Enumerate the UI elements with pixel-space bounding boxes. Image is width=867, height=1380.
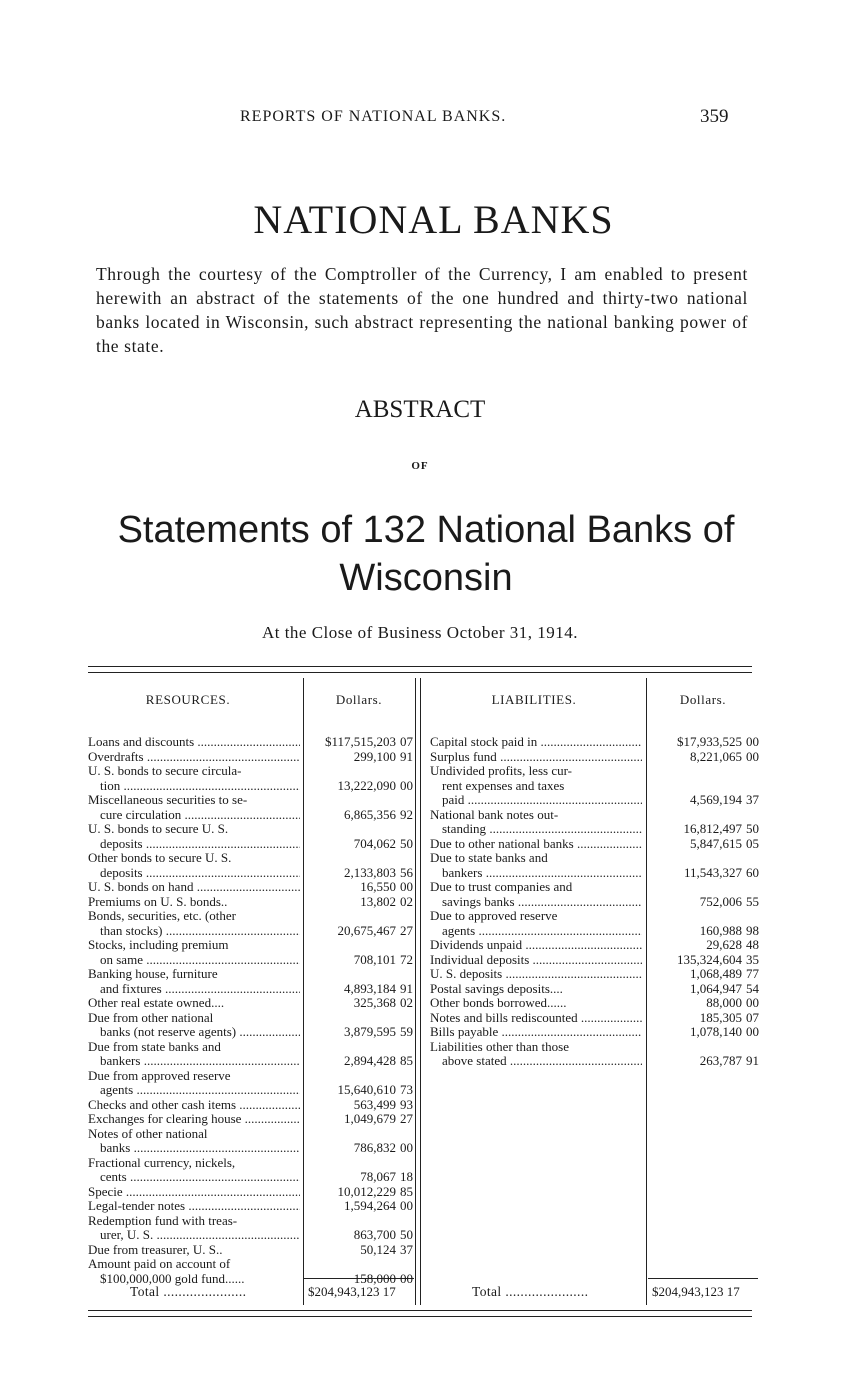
row-amount: 863,700 [353,1227,396,1242]
row-label [88,735,300,750]
table-row [430,880,760,909]
row-amount: 786,832 [353,1140,396,1155]
row-label-line: Legal-tender notes ..... [88,1199,300,1214]
row-cents: 00 [746,734,759,749]
row-label-line: bankers ..... [88,1054,300,1069]
row-label-line: paid ..... [430,793,642,808]
row-cents: 60 [746,864,759,880]
row-label [88,996,300,1011]
row-label [430,909,642,938]
row-label [430,735,642,750]
table-row [88,967,418,996]
row-amount: $17,933,525 [677,734,742,749]
row-cents: 00 [400,777,413,793]
row-amount: 6,865,356 [344,806,396,822]
row-label [88,793,300,822]
row-amount: 158,000 [353,1270,396,1286]
row-amount: 299,100 [353,748,396,764]
of-heading: OF [411,460,429,472]
table-row [430,1011,760,1026]
table-row [430,735,760,750]
row-label [430,851,642,880]
row-amount: 1,064,947 [690,980,742,996]
row-label-line: Postal savings deposits.... [430,981,563,996]
row-label-line: Other bonds borrowed...... [430,996,567,1010]
table-row [88,1011,418,1040]
table-row [88,851,418,880]
row-label [430,808,642,837]
row-label-line: Miscellaneous securities to se- [88,793,248,807]
row-label-line: on same ..... [88,953,300,968]
row-amount: 563,499 [353,1096,396,1112]
row-label-line: Amount paid on account of [88,1257,231,1271]
row-cents: 59 [400,1024,413,1039]
row-amount: 4,569,194 [690,792,742,807]
row-label-line: U. S. bonds on hand ..... [88,880,300,895]
table-row [88,750,418,765]
row-amount: 10,012,229 [337,1183,396,1199]
table-row [88,909,418,938]
row-label-line: Checks and other cash items ..... [88,1098,300,1113]
table-row [88,793,418,822]
row-cents: 02 [400,893,413,909]
row-label [88,1185,300,1200]
row-label-line: banks (not reserve agents) ..... [88,1025,300,1040]
liabilities-total-label: Total ..... [472,1284,644,1300]
row-amount: 3,879,595 [344,1024,396,1039]
row-cents: 00 [746,1024,759,1039]
row-amount: 5,847,615 [690,835,742,851]
row-amount: 752,006 [699,893,742,909]
row-label [88,1040,300,1069]
table-row [430,909,760,938]
row-label-line: $100,000,000 gold fund...... [100,1270,245,1286]
row-label-line: U. S. bonds to secure U. S. [88,822,229,836]
row-amount: 13,802 [360,893,396,909]
row-label [88,1243,300,1258]
row-label-line: Due from state banks and [88,1039,221,1054]
running-head: REPORTS OF NATIONAL BANKS. [240,108,507,125]
row-label-line: Liabilities other than those [430,1039,569,1054]
row-label-line: Due from treasurer, U. S.. [88,1242,223,1257]
liabilities-header: LIABILITIES. [491,692,577,707]
row-label [88,851,300,880]
row-label [88,1069,300,1098]
row-label-line: cure circulation ..... [88,808,300,823]
row-label [88,1199,300,1214]
row-label-line: Due to other national banks ..... [430,837,642,852]
table-row [88,735,418,750]
row-cents: 91 [400,748,413,764]
row-label-line: banks ..... [88,1141,300,1156]
resources-total-amount: $204,943,123 17 [308,1284,396,1299]
resources-dollars-header: Dollars. [335,692,383,707]
row-label-line: Dividends unpaid ..... [430,938,642,953]
table-row [88,1112,418,1127]
row-label [88,1098,300,1113]
row-label-line: than stocks) ..... [88,924,300,939]
table-row [430,938,760,953]
resources-total-label: Total ..... [130,1284,302,1300]
row-cents: 73 [400,1082,413,1097]
table-top-rule [88,666,752,667]
row-label [430,982,642,997]
row-label [430,938,642,953]
row-label-line: deposits ..... [88,866,300,881]
row-cents: 85 [400,1183,413,1199]
row-label-line: Due from other national [88,1010,214,1025]
row-cents: 27 [400,1111,413,1126]
row-amount: 704,062 [353,835,396,851]
page-number: 359 [700,106,729,127]
row-amount: 1,068,489 [690,966,742,981]
row-label-line: tion ..... [88,779,300,794]
row-label-line: Notes of other national [88,1126,208,1141]
row-amount: 2,894,428 [344,1053,396,1068]
row-label-line: Due to state banks and [430,851,548,865]
row-label [88,1112,300,1127]
table-row [88,1243,418,1258]
row-cents: 50 [400,1227,413,1242]
row-amount: 1,078,140 [690,1024,742,1039]
row-label [88,1127,300,1156]
row-amount: 16,550 [360,879,396,894]
table-row [430,967,760,982]
row-amount: 325,368 [353,995,396,1010]
row-label-line: Notes and bills rediscounted ..... [430,1011,642,1026]
table-row [88,996,418,1011]
row-label [88,967,300,996]
intro-paragraph: Through the courtesy of the Comptroller of the Currency, I am enabled to present herewith an abstract of the statements of the one hundred and thirty-two national banks located in Wisconsin, such abstract representing the national banking power of the state. [96,264,748,356]
row-label [430,967,642,982]
row-cents: 37 [400,1241,413,1257]
row-label [430,953,642,968]
row-label [88,895,300,910]
row-label-line: Redemption fund with treas- [88,1213,238,1228]
liabilities-table [430,735,760,1069]
row-cents: 92 [400,806,413,822]
row-cents: 98 [746,922,759,938]
row-label-line: Individual deposits ..... [430,953,642,968]
row-cents: 77 [746,966,759,981]
table-row [430,996,760,1011]
row-cents: 00 [746,748,759,764]
table-row [88,938,418,967]
resources-table [88,735,418,1286]
row-amount: 15,640,610 [337,1082,396,1097]
row-label-line: Banking house, furniture [88,967,218,981]
row-label-line: National bank notes out- [430,807,559,822]
row-label-line: rent expenses and taxes [442,777,565,793]
row-cents: 72 [400,951,413,967]
row-amount: 88,000 [706,995,742,1010]
table-row [430,953,760,968]
row-label [430,1011,642,1026]
row-label-line: standing ..... [430,822,642,837]
row-label [430,764,642,808]
row-label-line: cents ..... [88,1170,300,1185]
row-label-line: urer, U. S. ..... [88,1228,300,1243]
row-label [88,750,300,765]
row-cents: 35 [746,951,759,967]
row-amount: 16,812,497 [683,821,742,836]
row-label [88,1156,300,1185]
row-label [430,1025,642,1040]
row-label-line: Due to trust companies and [430,880,573,894]
table-row [88,1127,418,1156]
row-cents: 91 [746,1053,759,1068]
liabilities-dollars-header: Dollars. [679,692,727,707]
row-amount: 708,101 [353,951,396,967]
row-amount: 1,049,679 [344,1111,396,1126]
row-cents: 07 [746,1009,759,1025]
table-row [430,808,760,837]
row-amount: 2,133,803 [344,864,396,880]
table-row [430,764,760,808]
row-label-line: Specie ..... [88,1185,300,1200]
row-label-line: Fractional currency, nickels, [88,1155,236,1170]
row-cents: 02 [400,995,413,1010]
abstract-heading: ABSTRACT [354,396,486,423]
column-divider [420,678,421,1305]
row-label-line: bankers ..... [430,866,642,881]
table-row [430,851,760,880]
row-amount: 135,324,604 [677,951,742,967]
row-label [88,1257,300,1286]
table-row [88,1214,418,1243]
row-cents: 07 [400,734,413,749]
table-row [88,764,418,793]
row-label-line: Other bonds to secure U. S. [88,851,232,865]
row-label [88,909,300,938]
table-row [88,822,418,851]
statement-title: Statements of 132 National Banks of Wisconsin [117,509,735,599]
table-row [430,982,760,997]
row-label-line: U. S. deposits ..... [430,967,642,982]
row-label-line: Due to approved reserve [430,909,558,923]
row-label-line: Loans and discounts ..... [88,735,300,750]
table-bottom-rule [88,1310,752,1311]
row-amount: 160,988 [699,922,742,938]
row-label [88,764,300,793]
row-cents: 05 [746,835,759,851]
row-label-line: U. S. bonds to secure circula- [88,764,242,778]
table-row [88,1257,418,1286]
row-cents: 50 [400,835,413,851]
row-amount: 11,543,327 [683,864,742,880]
row-amount: 29,628 [706,937,742,952]
row-cents: 18 [400,1169,413,1184]
row-cents: 56 [400,864,413,880]
row-cents: 37 [746,792,759,807]
row-label-line: deposits ..... [88,837,300,852]
row-label-line: Premiums on U. S. bonds.. [88,894,228,909]
row-label [88,822,300,851]
row-label-line: agents ..... [430,924,642,939]
table-row [88,1156,418,1185]
row-label-line: Due from approved reserve [88,1068,231,1083]
row-label-line: above stated ..... [430,1054,642,1069]
table-row [88,1199,418,1214]
row-label-line: Undivided profits, less cur- [430,764,572,778]
page-title: NATIONAL BANKS [253,197,614,242]
row-label-line: agents ..... [88,1083,300,1098]
row-cents: 48 [746,937,759,952]
row-cents: 50 [746,821,759,836]
table-row [430,1040,760,1069]
table-row [88,880,418,895]
row-cents: 00 [400,1198,413,1213]
row-label-line: Stocks, including premium [88,938,229,952]
table-row [88,1185,418,1200]
row-label-line: and fixtures ..... [88,982,300,997]
table-row [430,837,760,852]
table-row [88,1040,418,1069]
row-cents: 27 [400,922,413,938]
row-amount: 185,305 [699,1009,742,1025]
row-cents: 91 [400,980,413,996]
table-row [88,895,418,910]
row-cents: 00 [746,995,759,1010]
table-row [88,1069,418,1098]
table-row [430,750,760,765]
row-label [430,1040,642,1069]
row-amount: 8,221,065 [690,748,742,764]
row-cents: 85 [400,1053,413,1068]
row-amount: 78,067 [360,1169,396,1184]
row-label-line: Capital stock paid in ..... [430,735,642,750]
total-rule [648,1278,758,1279]
table-bottom-rule-2 [88,1316,752,1317]
row-label [88,1214,300,1243]
row-label [88,880,300,895]
row-label-line: Bills payable ..... [430,1025,642,1040]
liabilities-total-amount: $204,943,123 17 [652,1284,740,1299]
date-line: At the Close of Business October 31, 1914. [261,623,579,642]
row-label [430,837,642,852]
row-label-line: Surplus fund ..... [430,750,642,765]
row-label [88,938,300,967]
row-label [430,996,642,1011]
row-label [430,880,642,909]
row-cents: 93 [400,1096,413,1112]
table-top-rule-2 [88,672,752,673]
row-label [88,1011,300,1040]
row-cents: 55 [746,893,759,909]
row-cents: 00 [400,1270,413,1286]
row-cents: 54 [746,980,759,996]
row-label-line: Other real estate owned.... [88,996,225,1010]
row-amount: 20,675,467 [337,922,396,938]
row-label-line: Overdrafts ..... [88,750,300,765]
resources-header: RESOURCES. [145,692,231,707]
row-label-line: Bonds, securities, etc. (other [88,909,237,923]
row-amount: 50,124 [360,1241,396,1257]
row-label-line: Exchanges for clearing house ..... [88,1112,300,1127]
row-amount: 13,222,090 [337,777,396,793]
row-amount: 1,594,264 [344,1198,396,1213]
row-label-line: savings banks ..... [430,895,642,910]
row-cents: 00 [400,879,413,894]
row-amount: $117,515,203 [324,734,396,749]
row-cents: 00 [400,1140,413,1155]
row-amount: 4,893,184 [344,980,396,996]
table-row [430,1025,760,1040]
row-label [430,750,642,765]
table-row [88,1098,418,1113]
row-amount: 263,787 [699,1053,742,1068]
